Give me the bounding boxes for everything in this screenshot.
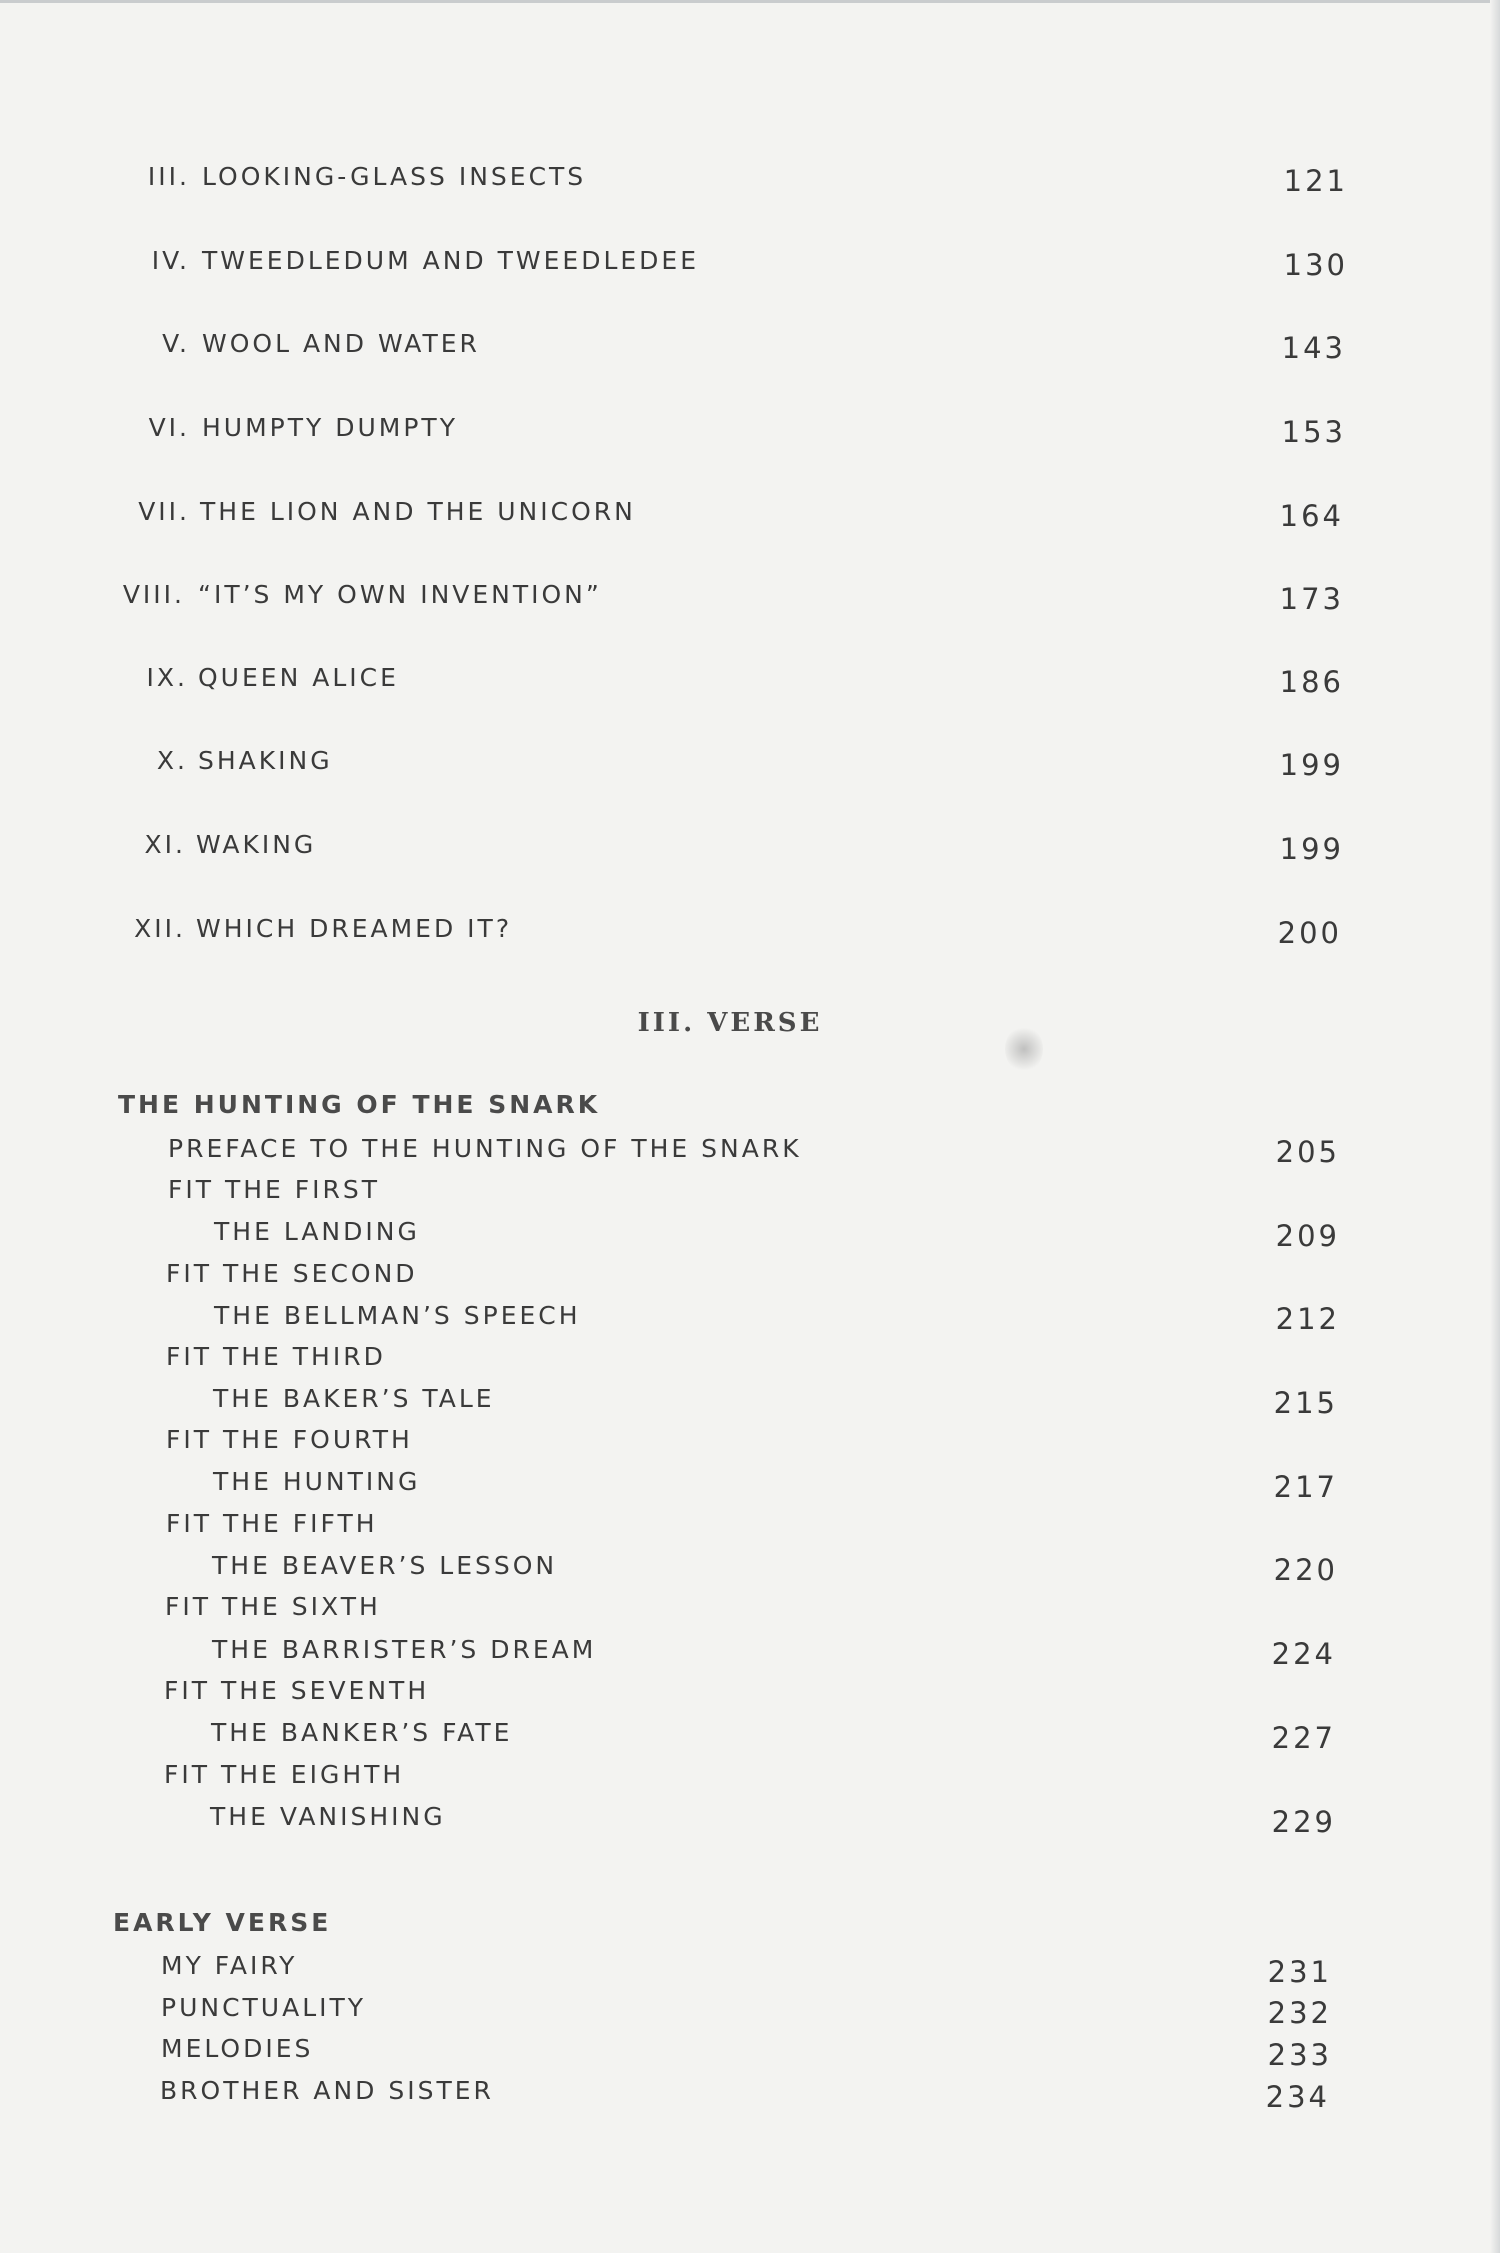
toc-row <box>0 825 1460 865</box>
chapter-title: SHAKING <box>198 746 333 775</box>
toc-entry: PREFACE TO THE HUNTING OF THE SNARK <box>168 1134 802 1163</box>
chapter-number: VIII. <box>122 580 185 609</box>
toc-entry: FIT THE FOURTH <box>166 1425 413 1454</box>
chapter-page: 121 <box>1283 164 1348 198</box>
toc-entry: THE LANDING <box>214 1217 420 1246</box>
toc-entry: FIT THE SIXTH <box>165 1592 381 1621</box>
toc-entry: FIT THE EIGHTH <box>164 1760 405 1789</box>
chapter-page: 200 <box>1277 916 1342 950</box>
chapter-number: XII. <box>134 914 186 943</box>
entry-page: 205 <box>1275 1135 1340 1169</box>
chapter-title: TWEEDLEDUM AND TWEEDLEDEE <box>202 246 700 275</box>
toc-row <box>0 909 1460 949</box>
chapter-number: VI. <box>148 413 190 442</box>
chapter-number: VII. <box>138 497 190 526</box>
toc-row <box>0 741 1460 781</box>
toc-entry: FIT THE FIFTH <box>166 1509 378 1538</box>
toc-entry: FIT THE SEVENTH <box>164 1676 430 1705</box>
chapter-number: XI. <box>144 830 186 859</box>
chapter-page: 143 <box>1281 331 1346 365</box>
toc-entry: THE VANISHING <box>210 1802 446 1831</box>
toc-entry: FIT THE THIRD <box>166 1342 386 1371</box>
toc-entry: FIT THE SECOND <box>166 1259 418 1288</box>
section-heading: III. VERSE <box>637 1008 823 1038</box>
toc-entry: THE BAKER’S TALE <box>213 1384 495 1413</box>
chapter-number: III. <box>147 162 190 191</box>
chapter-page: 173 <box>1279 582 1344 616</box>
toc-entry: PUNCTUALITY <box>161 1993 367 2022</box>
chapter-title: HUMPTY DUMPTY <box>202 413 458 442</box>
toc-row <box>0 492 1460 532</box>
group-title-snark: THE HUNTING OF THE SNARK <box>118 1090 601 1119</box>
toc-entry: BROTHER AND SISTER <box>160 2076 494 2105</box>
toc-entry: THE BARRISTER’S DREAM <box>212 1635 597 1664</box>
entry-page: 231 <box>1267 1955 1332 1989</box>
chapter-title: WAKING <box>196 830 317 859</box>
chapter-page: 186 <box>1279 665 1344 699</box>
chapter-title: QUEEN ALICE <box>198 663 399 692</box>
toc-entry: THE BEAVER’S LESSON <box>212 1551 558 1580</box>
entry-page: 229 <box>1271 1805 1336 1839</box>
chapter-number: IV. <box>151 246 190 275</box>
chapter-title: LOOKING-GLASS INSECTS <box>202 162 587 191</box>
chapter-page: 130 <box>1283 248 1348 282</box>
entry-page: 220 <box>1273 1553 1338 1587</box>
toc-entry: MY FAIRY <box>161 1951 298 1980</box>
chapter-title: WHICH DREAMED IT? <box>196 914 513 943</box>
toc-entry: THE BELLMAN’S SPEECH <box>214 1301 581 1330</box>
toc-entry: THE HUNTING <box>213 1467 421 1496</box>
toc-row <box>0 408 1460 448</box>
chapter-page: 199 <box>1279 748 1344 782</box>
toc-row <box>0 157 1460 197</box>
toc-row <box>0 324 1460 364</box>
entry-page: 232 <box>1267 1996 1332 2030</box>
chapter-number: IX. <box>146 663 188 692</box>
toc-entry: MELODIES <box>161 2034 314 2063</box>
entry-page: 209 <box>1275 1219 1340 1253</box>
chapter-page: 199 <box>1279 832 1344 866</box>
entry-page: 233 <box>1267 2038 1332 2072</box>
toc-row <box>0 575 1460 615</box>
entry-page: 227 <box>1271 1721 1336 1755</box>
toc-entry: FIT THE FIRST <box>168 1175 381 1204</box>
chapter-page: 164 <box>1279 499 1344 533</box>
entry-page: 217 <box>1273 1470 1338 1504</box>
toc-row <box>0 241 1460 281</box>
entry-page: 212 <box>1275 1302 1340 1336</box>
chapter-number: V. <box>162 329 190 358</box>
entry-page: 234 <box>1265 2080 1330 2114</box>
chapter-title: WOOL AND WATER <box>202 329 480 358</box>
group-title-early-verse: EARLY VERSE <box>113 1908 332 1937</box>
toc-row <box>0 658 1460 698</box>
entry-page: 215 <box>1273 1386 1338 1420</box>
chapter-page: 153 <box>1281 415 1346 449</box>
chapter-number: X. <box>156 746 188 775</box>
chapter-title: THE LION AND THE UNICORN <box>200 497 636 526</box>
toc-entry: THE BANKER’S FATE <box>211 1718 513 1747</box>
chapter-title: “IT’S MY OWN INVENTION” <box>198 580 602 609</box>
entry-page: 224 <box>1271 1637 1336 1671</box>
